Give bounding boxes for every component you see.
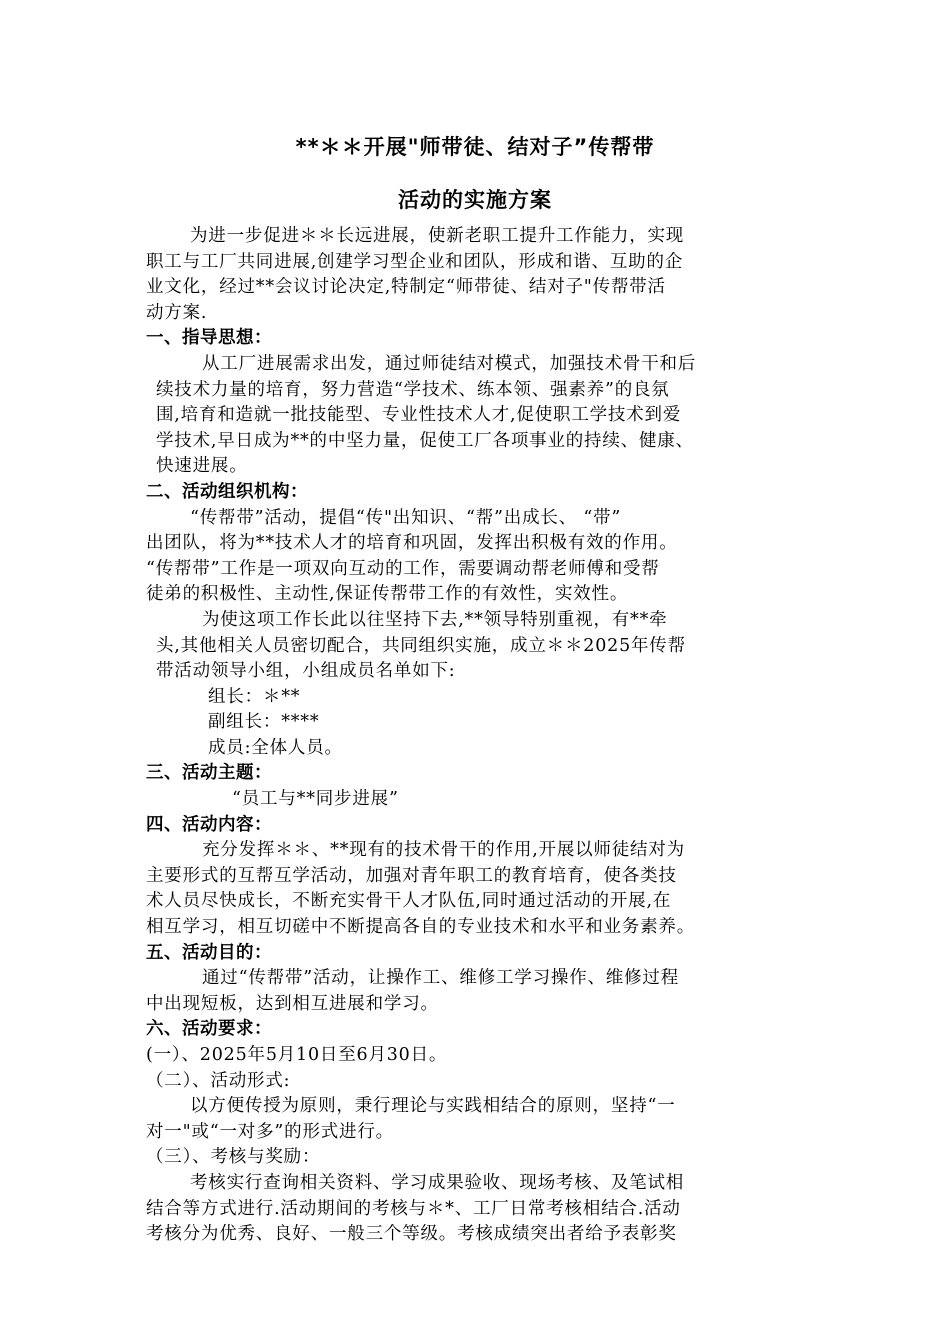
- document-title-line-2: 活动的实施方案: [398, 188, 552, 212]
- paragraph-line: 以方便传授为原则，秉行理论与实践相结合的原则，坚持“一: [190, 1096, 676, 1117]
- requirement-item: (一）、2025年5月10日至6月30日。: [146, 1045, 448, 1065]
- paragraph-line: 充分发挥＊＊、**现有的技术骨干的作用,开展以师徒结对为: [202, 840, 685, 861]
- paragraph-line: 相互学习，相互切磋中不断提高各自的专业技术和水平和业务素养。: [146, 917, 695, 938]
- document-body: [146, 224, 816, 1248]
- paragraph-line: “传帮带”工作是一项双向互动的工作，需要调动帮老师傅和受帮: [146, 558, 660, 579]
- paragraph-line: 续技术力量的培育，努力营造“学技术、练本领、强素养”的良氛: [156, 379, 670, 400]
- intro-line: 动方案.: [146, 302, 208, 323]
- intro-line: 业文化，经过**会议讨论决定,特制定“师带徒、结对子"传帮带活: [146, 277, 666, 298]
- theme-line: “员工与**同步进展”: [232, 789, 399, 810]
- member-line: 成员:全体人员。: [208, 737, 343, 758]
- paragraph-line: 考核分为优秀、良好、一般三个等级。考核成绩突出者给予表彰奖: [146, 1224, 677, 1245]
- section-heading-requirements: 六、活动要求：: [146, 1019, 272, 1040]
- paragraph-line: 术人员尽快成长，不断充实骨干人才队伍,同时通过活动的开展,在: [146, 891, 672, 912]
- requirement-item: （二）、活动形式:: [146, 1070, 291, 1091]
- member-line: 组长：＊**: [208, 686, 301, 707]
- section-heading-content: 四、活动内容：: [146, 814, 272, 835]
- paragraph-line: 主要形式的互帮互学活动，加强对青年职工的教育培育，使各类技: [146, 865, 677, 886]
- paragraph-line: “传帮带”活动，提倡“传"出知识、“帮”出成长、 “带”: [190, 507, 622, 528]
- paragraph-line: 快速进展。: [156, 456, 248, 477]
- paragraph-line: 出团队，将为**技术人才的培育和巩固，发挥出积极有效的作用。: [146, 533, 678, 554]
- member-line: 副组长：****: [208, 712, 320, 733]
- document-title-line-1: **＊＊开展"师带徒、结对子”传帮带: [295, 135, 655, 159]
- section-heading-theme: 三、活动主题：: [146, 763, 272, 784]
- paragraph-line: 对一"或“一对多”的形式进行。: [146, 1121, 394, 1142]
- paragraph-line: 考核实行查询相关资料、学习成果验收、现场考核、及笔试相: [190, 1172, 685, 1193]
- paragraph-line: 围,培育和造就一批技能型、专业性技术人才,促使职工学技术到爱: [156, 405, 682, 426]
- paragraph-line: 通过“传帮带”活动，让操作工、维修工学习操作、维修过程: [202, 968, 679, 989]
- intro-line: 职工与工厂共同进展,创建学习型企业和团队，形成和谐、互助的企: [146, 251, 684, 272]
- section-heading-purpose: 五、活动目的：: [146, 942, 272, 963]
- paragraph-line: 头,其他相关人员密切配合，共同组织实施，成立＊＊2025年传帮: [156, 635, 686, 656]
- paragraph-line: 为使这项工作长此以往坚持下去,**领导特别重视，有**牵: [202, 609, 668, 630]
- section-heading-organization: 二、活动组织机构：: [146, 481, 308, 502]
- paragraph-line: 学技术,早日成为**的中坚力量，促使工厂各项事业的持续、健康、: [156, 430, 694, 451]
- paragraph-line: 结合等方式进行.活动期间的考核与＊*、工厂日常考核相结合.活动: [146, 1198, 681, 1219]
- paragraph-line: 从工厂进展需求出发，通过师徒结对模式，加强技术骨干和后: [202, 353, 697, 374]
- intro-line: 为进一步促进＊＊长远进展，使新老职工提升工作能力，实现: [190, 226, 685, 246]
- paragraph-line: 带活动领导小组，小组成员名单如下:: [156, 661, 456, 682]
- paragraph-line: 中出现短板，达到相互进展和学习。: [146, 993, 439, 1014]
- section-heading-guiding-thought: 一、指导思想：: [146, 328, 272, 349]
- paragraph-line: 徒弟的积极性、主动性,保证传帮带工作的有效性，实效性。: [146, 584, 629, 605]
- requirement-item: （三）、考核与奖励：: [146, 1147, 321, 1168]
